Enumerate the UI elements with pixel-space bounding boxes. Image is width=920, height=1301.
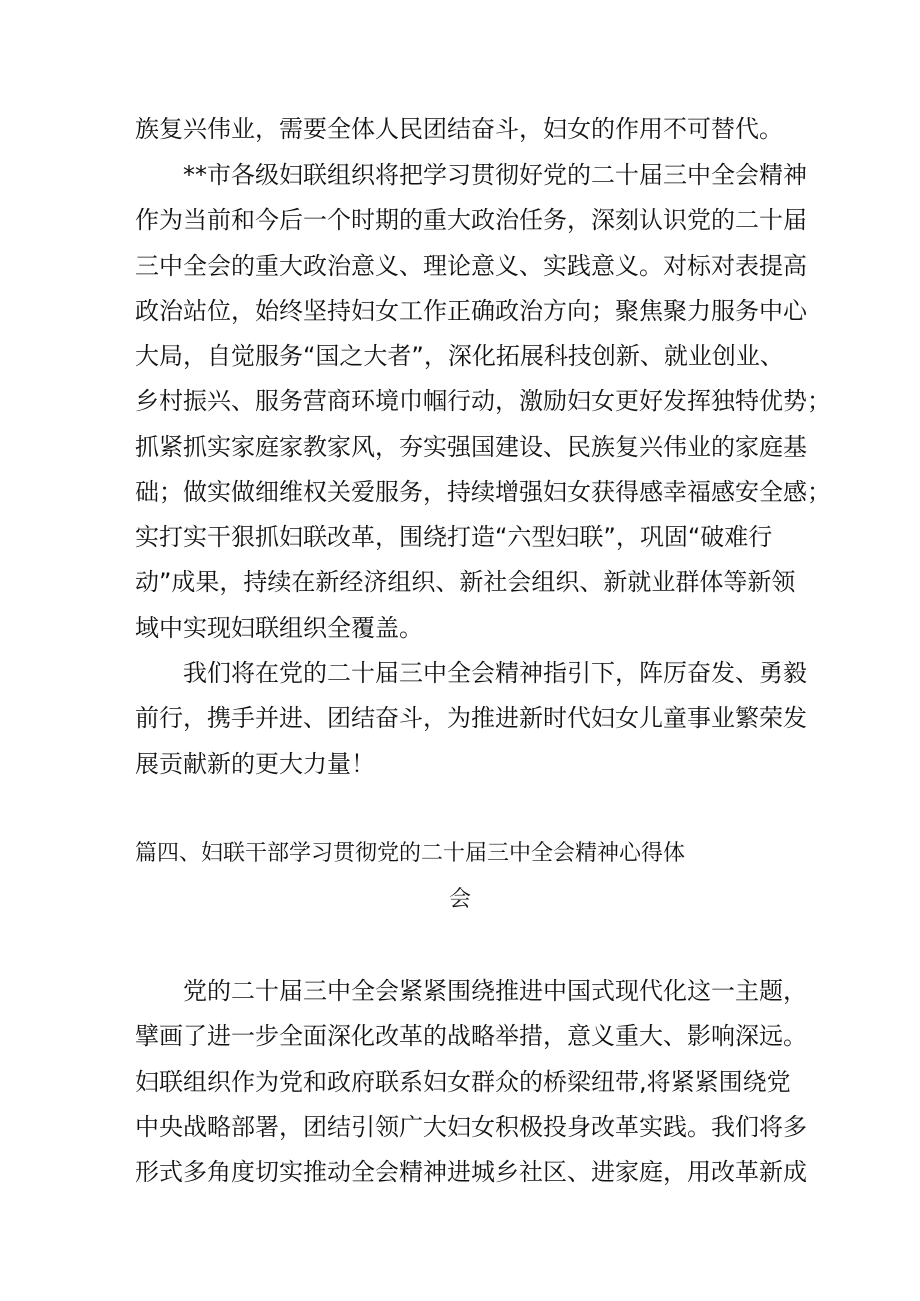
paragraph-line: 形式多角度切实推动全会精神进城乡社区、进家庭，用改革新成 [135,1158,807,1186]
paragraph-line: 妇联组织作为党和政府联系妇女群众的桥梁纽带,将紧紧围绕党 [135,1068,791,1096]
paragraph-line: 三中全会的重大政治意义、理论意义、实践意义。对标对表提高 [135,252,807,280]
paragraph-line: 党的二十届三中全会紧紧围绕推进中国式现代化这一主题， [183,977,807,1005]
paragraph-line: 作为当前和今后一个时期的重大政治任务，深刻认识党的二十届 [135,206,807,234]
paragraph-line: 抓紧抓实家庭家教家风，夯实强国建设、民族复兴伟业的家庭基 [135,433,807,461]
section-title: 篇四、妇联干部学习贯彻党的二十届三中全会精神心得体 [135,841,686,866]
paragraph-line: 中央战略部署，团结引领广大妇女积极投身改革实践。我们将多 [135,1113,807,1141]
paragraph-line: 前行，携手并进、团结奋斗，为推进新时代妇女儿童事业繁荣发 [135,704,807,732]
paragraph-line: 础；做实做细维权关爱服务，持续增强妇女获得感幸福感安全感； [135,478,831,506]
paragraph-line: 大局，自觉服务“国之大者”，深化拓展科技创新、就业创业、 [135,342,784,370]
paragraph-line: 擘画了进一步全面深化改革的战略举措，意义重大、影响深远。 [135,1022,807,1050]
paragraph-line: **市各级妇联组织将把学习贯彻好党的二十届三中全会精神 [183,161,807,189]
paragraph-line: 乡村振兴、服务营商环境巾帼行动，激励妇女更好发挥独特优势； [135,387,831,415]
paragraph-line: 政治站位，始终坚持妇女工作正确政治方向；聚焦聚力服务中心 [135,297,807,325]
paragraph-line: 族复兴伟业，需要全体人民团结奋斗，妇女的作用不可替代。 [135,115,783,143]
paragraph-line: 域中实现妇联组织全覆盖。 [135,614,423,642]
paragraph-line: 我们将在党的二十届三中全会精神指引下，阵厉奋发、勇毅 [183,659,807,687]
paragraph-line: 动”成果，持续在新经济组织、新社会组织、新就业群体等新领 [135,568,796,596]
paragraph-line: 展贡献新的更大力量！ [135,750,375,778]
paragraph-line: 实打实干狠抓妇联改革，围绕打造“六型妇联”，巩固“破难行 [135,523,773,551]
section-title-continuation: 会 [448,887,471,912]
